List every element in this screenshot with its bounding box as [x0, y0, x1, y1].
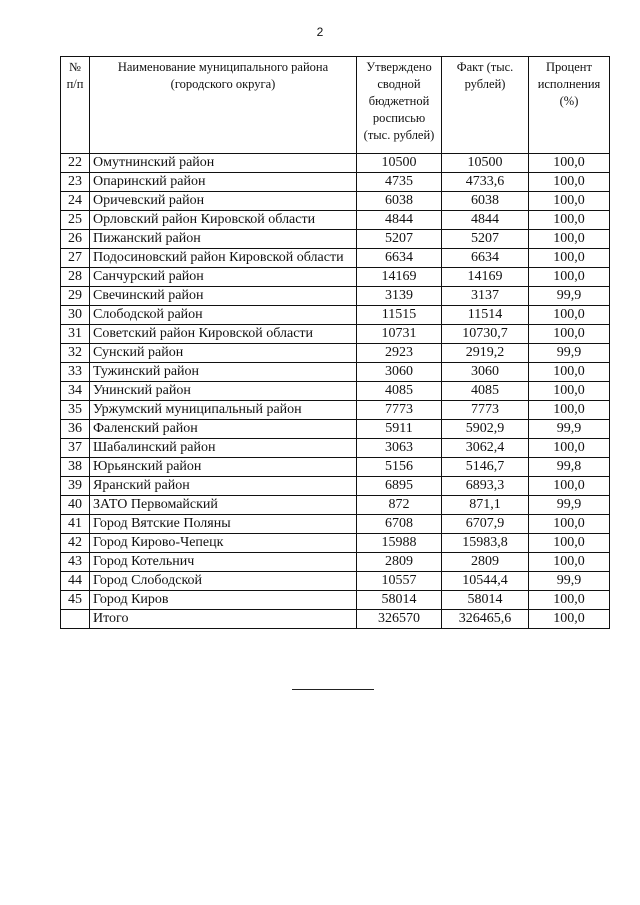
cell-num: 22 — [61, 154, 90, 173]
header-percent: Процент исполнения (%) — [529, 57, 610, 154]
table-row — [61, 591, 610, 610]
cell-percent: 100,0 — [529, 477, 610, 496]
cell-num: 44 — [61, 572, 90, 591]
cell-name: Тужинский район — [90, 363, 357, 382]
cell-approved: 3063 — [357, 439, 442, 458]
cell-fact: 4844 — [442, 211, 529, 230]
cell-approved: 4735 — [357, 173, 442, 192]
cell-approved: 326570 — [357, 610, 442, 629]
cell-percent: 100,0 — [529, 306, 610, 325]
cell-approved: 5156 — [357, 458, 442, 477]
cell-num: 39 — [61, 477, 90, 496]
cell-name: Свечинский район — [90, 287, 357, 306]
cell-approved: 10731 — [357, 325, 442, 344]
table-total-row — [61, 610, 610, 629]
cell-approved: 6038 — [357, 192, 442, 211]
cell-fact: 3062,4 — [442, 439, 529, 458]
cell-fact: 10544,4 — [442, 572, 529, 591]
table-row — [61, 553, 610, 572]
cell-percent: 100,0 — [529, 268, 610, 287]
end-divider-line — [292, 689, 374, 690]
cell-fact: 4085 — [442, 382, 529, 401]
cell-approved: 6634 — [357, 249, 442, 268]
table-row — [61, 154, 610, 173]
cell-num: 40 — [61, 496, 90, 515]
cell-approved: 10500 — [357, 154, 442, 173]
table-row — [61, 382, 610, 401]
cell-num: 28 — [61, 268, 90, 287]
cell-name: Итого — [90, 610, 357, 629]
cell-num: 35 — [61, 401, 90, 420]
cell-percent: 100,0 — [529, 401, 610, 420]
cell-percent: 99,9 — [529, 420, 610, 439]
cell-approved: 15988 — [357, 534, 442, 553]
cell-name: Шабалинский район — [90, 439, 357, 458]
cell-num: 42 — [61, 534, 90, 553]
cell-percent: 99,9 — [529, 344, 610, 363]
cell-num: 30 — [61, 306, 90, 325]
cell-percent: 100,0 — [529, 192, 610, 211]
cell-name: Город Киров — [90, 591, 357, 610]
table-row — [61, 496, 610, 515]
cell-num: 25 — [61, 211, 90, 230]
budget-execution-table — [60, 56, 610, 629]
page-number: 2 — [316, 25, 324, 39]
cell-fact: 5902,9 — [442, 420, 529, 439]
table-row — [61, 249, 610, 268]
cell-approved: 5911 — [357, 420, 442, 439]
cell-name: Яранский район — [90, 477, 357, 496]
cell-approved: 2809 — [357, 553, 442, 572]
cell-fact: 6707,9 — [442, 515, 529, 534]
table-row — [61, 477, 610, 496]
cell-num: 34 — [61, 382, 90, 401]
cell-name: Подосиновский район Кировской области — [90, 249, 357, 268]
cell-num: 38 — [61, 458, 90, 477]
cell-name: Город Слободской — [90, 572, 357, 591]
cell-fact: 5146,7 — [442, 458, 529, 477]
cell-percent: 100,0 — [529, 553, 610, 572]
cell-fact: 3060 — [442, 363, 529, 382]
cell-name: Орловский район Кировской области — [90, 211, 357, 230]
header-fact: Факт (тыс. рублей) — [442, 57, 529, 154]
cell-name: Сунский район — [90, 344, 357, 363]
cell-percent: 100,0 — [529, 173, 610, 192]
table-row — [61, 458, 610, 477]
cell-approved: 6708 — [357, 515, 442, 534]
cell-percent: 99,9 — [529, 287, 610, 306]
table-row — [61, 439, 610, 458]
cell-percent: 100,0 — [529, 515, 610, 534]
cell-name: Омутнинский район — [90, 154, 357, 173]
cell-fact: 15983,8 — [442, 534, 529, 553]
cell-name: ЗАТО Первомайский — [90, 496, 357, 515]
cell-num: 33 — [61, 363, 90, 382]
cell-name: Советский район Кировской области — [90, 325, 357, 344]
table-row — [61, 306, 610, 325]
cell-fact: 5207 — [442, 230, 529, 249]
table-row — [61, 572, 610, 591]
cell-approved: 2923 — [357, 344, 442, 363]
table-row — [61, 287, 610, 306]
cell-approved: 4844 — [357, 211, 442, 230]
cell-num: 43 — [61, 553, 90, 572]
cell-name: Санчурский район — [90, 268, 357, 287]
cell-fact: 6634 — [442, 249, 529, 268]
cell-fact: 14169 — [442, 268, 529, 287]
table-row — [61, 344, 610, 363]
cell-percent: 100,0 — [529, 325, 610, 344]
cell-percent: 100,0 — [529, 249, 610, 268]
cell-name: Город Кирово-Чепецк — [90, 534, 357, 553]
cell-name: Унинский район — [90, 382, 357, 401]
cell-fact: 871,1 — [442, 496, 529, 515]
cell-percent: 100,0 — [529, 230, 610, 249]
cell-approved: 10557 — [357, 572, 442, 591]
cell-fact: 3137 — [442, 287, 529, 306]
header-name: Наименование муниципального района (городского округа) — [90, 57, 357, 154]
cell-num: 24 — [61, 192, 90, 211]
table-row — [61, 173, 610, 192]
cell-name: Фаленский район — [90, 420, 357, 439]
cell-num: 32 — [61, 344, 90, 363]
cell-name: Оричевский район — [90, 192, 357, 211]
cell-percent: 99,9 — [529, 572, 610, 591]
cell-fact: 2809 — [442, 553, 529, 572]
cell-percent: 100,0 — [529, 610, 610, 629]
cell-name: Город Котельнич — [90, 553, 357, 572]
cell-num: 36 — [61, 420, 90, 439]
header-num: № п/п — [61, 57, 90, 154]
cell-num: 29 — [61, 287, 90, 306]
cell-fact: 6038 — [442, 192, 529, 211]
cell-approved: 3139 — [357, 287, 442, 306]
cell-num — [61, 610, 90, 629]
cell-fact: 326465,6 — [442, 610, 529, 629]
cell-approved: 14169 — [357, 268, 442, 287]
cell-percent: 99,8 — [529, 458, 610, 477]
cell-name: Пижанский район — [90, 230, 357, 249]
cell-fact: 4733,6 — [442, 173, 529, 192]
table-row — [61, 192, 610, 211]
cell-approved: 11515 — [357, 306, 442, 325]
cell-approved: 3060 — [357, 363, 442, 382]
cell-fact: 2919,2 — [442, 344, 529, 363]
table-row — [61, 268, 610, 287]
cell-fact: 6893,3 — [442, 477, 529, 496]
cell-percent: 100,0 — [529, 363, 610, 382]
table-row — [61, 401, 610, 420]
cell-percent: 99,9 — [529, 496, 610, 515]
cell-approved: 7773 — [357, 401, 442, 420]
table-row — [61, 211, 610, 230]
table-row — [61, 363, 610, 382]
cell-name: Город Вятские Поляны — [90, 515, 357, 534]
cell-num: 27 — [61, 249, 90, 268]
cell-percent: 100,0 — [529, 382, 610, 401]
header-approved: Утверждено сводной бюджетной росписью (тыс. рублей) — [357, 57, 442, 154]
cell-percent: 100,0 — [529, 439, 610, 458]
cell-approved: 6895 — [357, 477, 442, 496]
cell-approved: 872 — [357, 496, 442, 515]
cell-fact: 11514 — [442, 306, 529, 325]
cell-num: 37 — [61, 439, 90, 458]
cell-fact: 10500 — [442, 154, 529, 173]
cell-name: Опаринский район — [90, 173, 357, 192]
table-header-row — [61, 57, 610, 154]
cell-name: Слободской район — [90, 306, 357, 325]
cell-fact: 10730,7 — [442, 325, 529, 344]
cell-name: Уржумский муниципальный район — [90, 401, 357, 420]
cell-num: 23 — [61, 173, 90, 192]
cell-num: 45 — [61, 591, 90, 610]
table-row — [61, 325, 610, 344]
cell-num: 31 — [61, 325, 90, 344]
cell-percent: 100,0 — [529, 211, 610, 230]
table-row — [61, 515, 610, 534]
table-row — [61, 230, 610, 249]
table-row — [61, 420, 610, 439]
table-body — [61, 154, 610, 629]
cell-num: 41 — [61, 515, 90, 534]
cell-approved: 4085 — [357, 382, 442, 401]
cell-num: 26 — [61, 230, 90, 249]
cell-percent: 100,0 — [529, 591, 610, 610]
cell-approved: 5207 — [357, 230, 442, 249]
table-row — [61, 534, 610, 553]
cell-name: Юрьянский район — [90, 458, 357, 477]
cell-fact: 58014 — [442, 591, 529, 610]
cell-fact: 7773 — [442, 401, 529, 420]
cell-percent: 100,0 — [529, 534, 610, 553]
cell-approved: 58014 — [357, 591, 442, 610]
cell-percent: 100,0 — [529, 154, 610, 173]
